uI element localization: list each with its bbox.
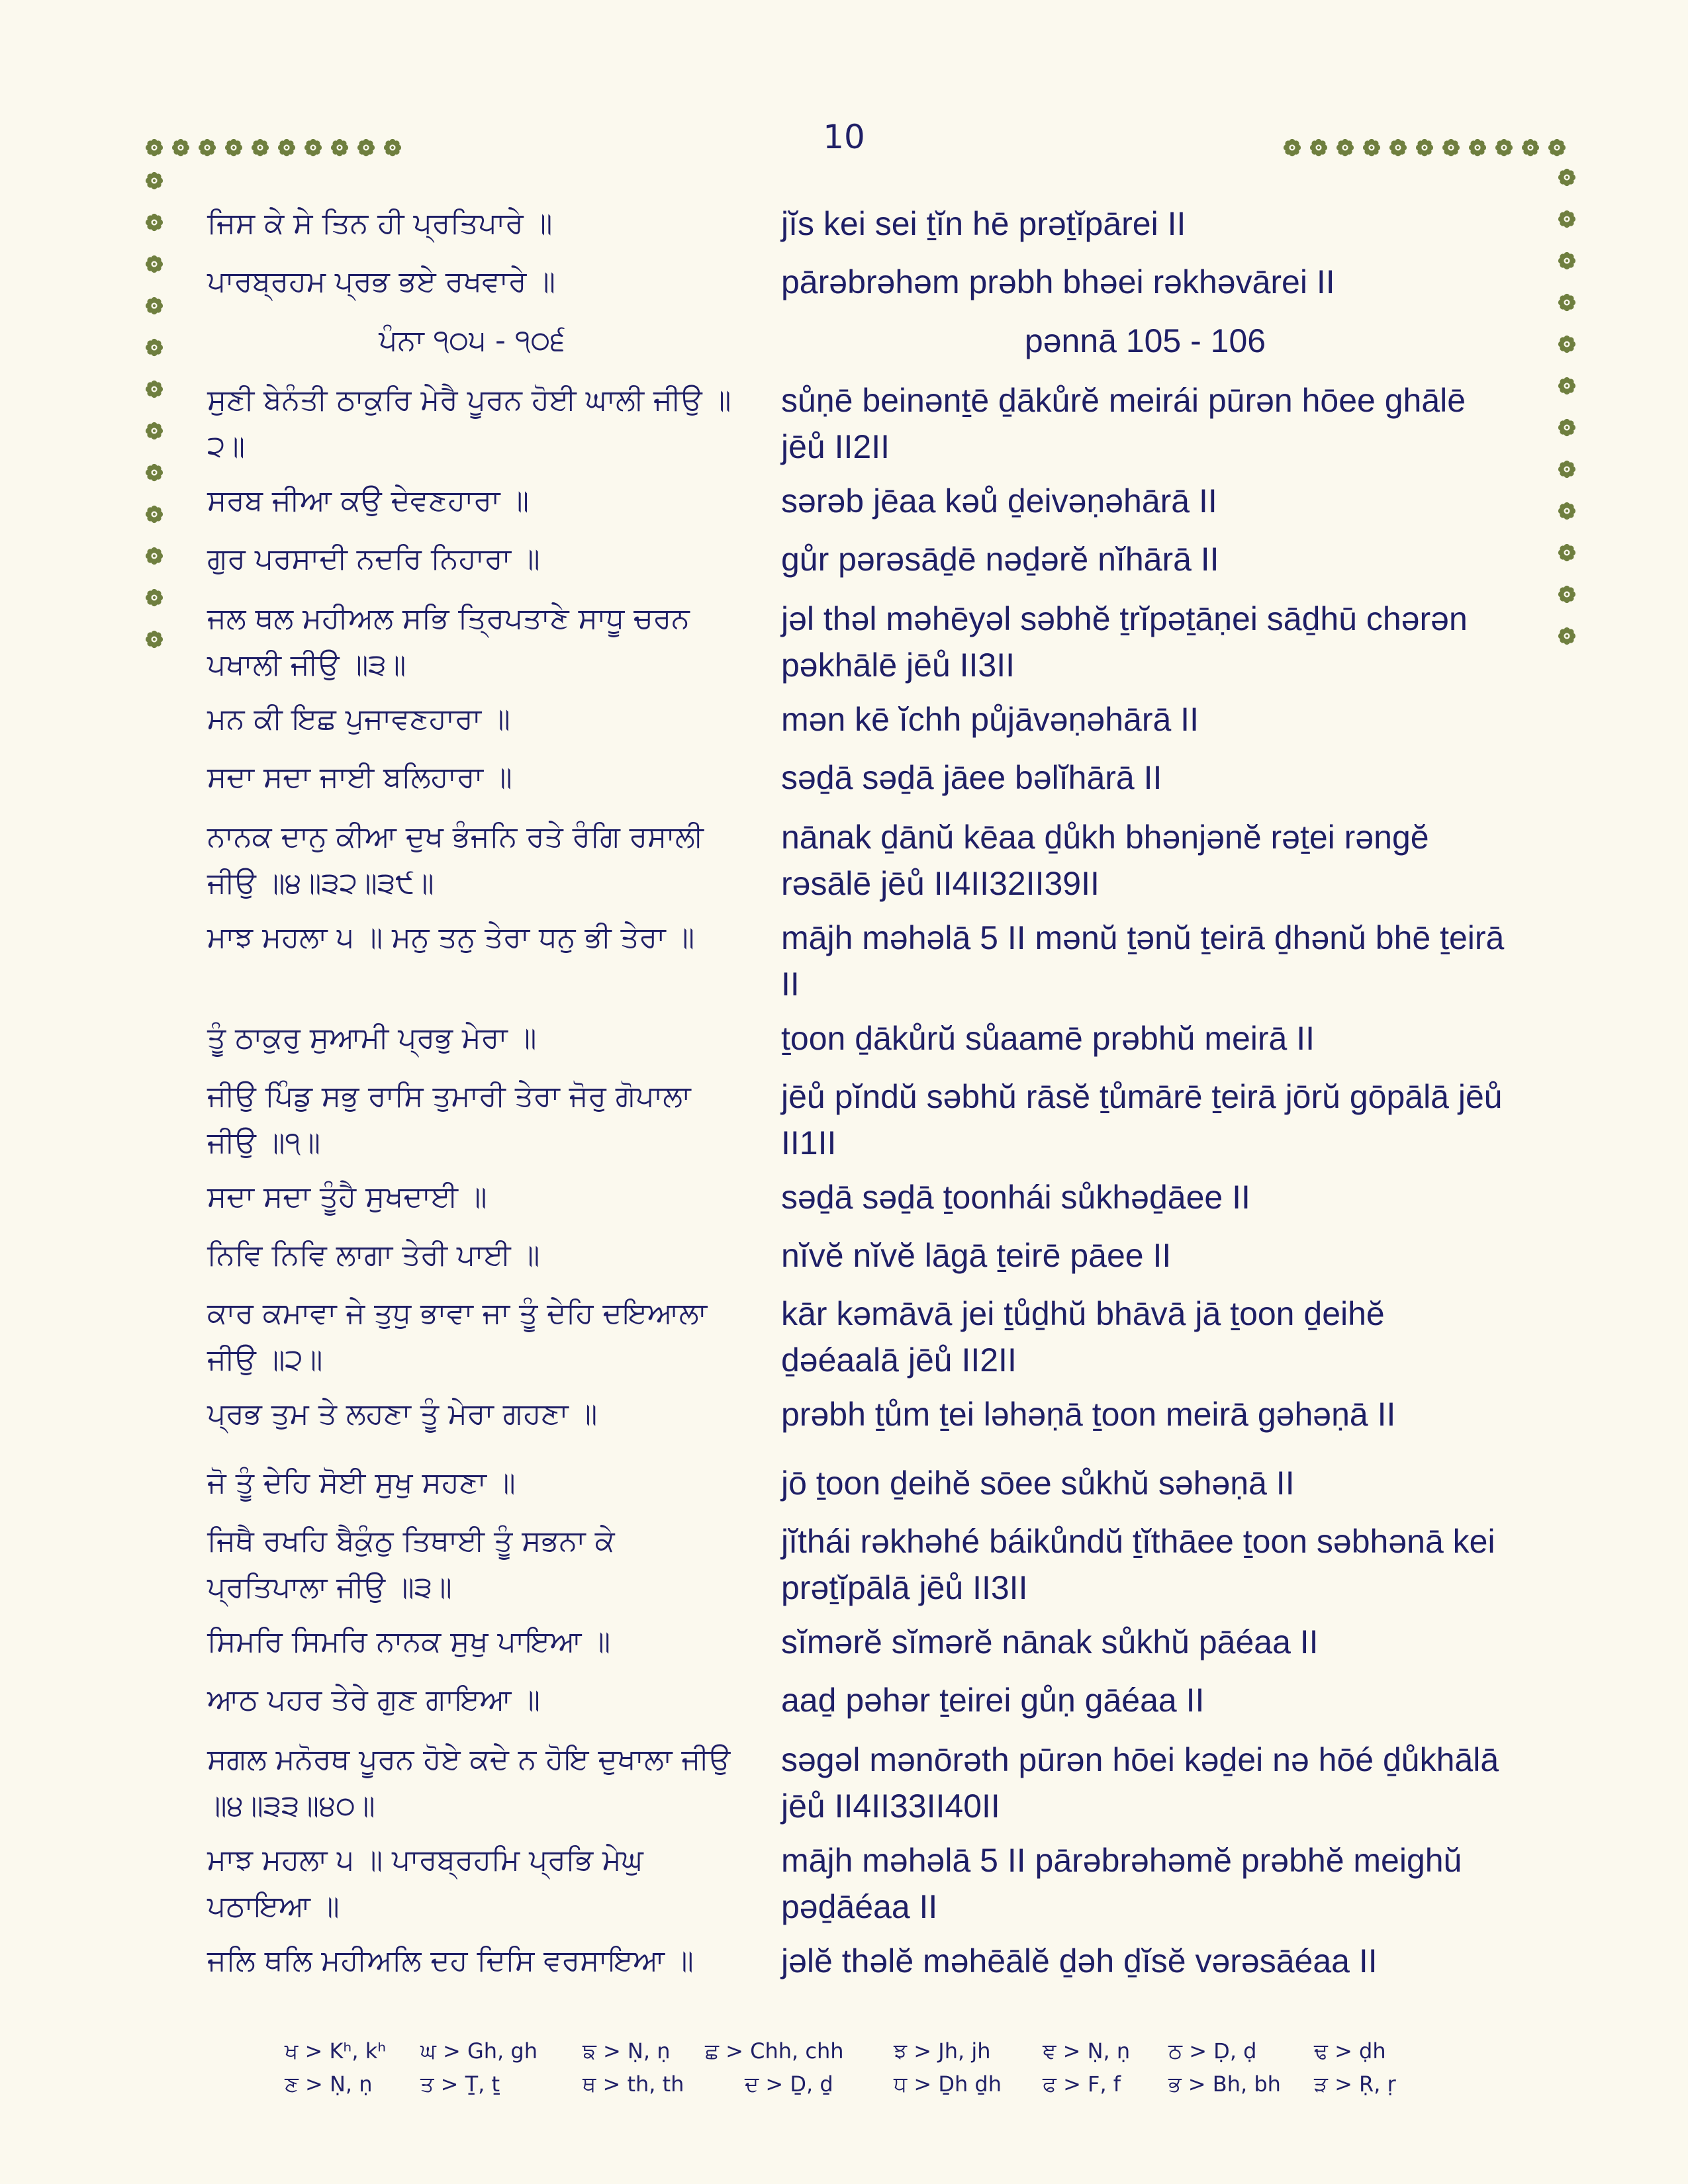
transliteration-line: mājh məhəlā 5 II mənŭ ṯənŭ ṯeirā ḏhənŭ bhē ṯeirā II bbox=[781, 919, 1505, 1003]
gurmukhi-line: ਜਿਥੈ ਰਖਹਿ ਬੈਕੁੰਠੁ ਤਿਥਾਈ ਤੂੰ ਸਭਨਾ ਕੇ ਪ੍ਰਤਿਪਾਲਾ ਜੀਉ ॥੩॥ bbox=[207, 1524, 615, 1604]
legend-entry: ੜ > Ṛ, ṛ bbox=[1314, 2071, 1396, 2097]
flower-ornament-icon bbox=[1557, 501, 1577, 521]
flower-ornament-icon bbox=[1557, 584, 1577, 604]
gurmukhi-line: ਸਦਾ ਸਦਾ ਜਾਈ ਬਲਿਹਾਰਾ ॥ bbox=[207, 760, 512, 794]
flower-ornament-icon bbox=[250, 138, 270, 158]
gurmukhi-line: ਤੂੰ ਠਾਕੁਰੁ ਸੁਆਮੀ ਪ੍ਰਭੁ ਮੇਰਾ ॥ bbox=[207, 1021, 537, 1055]
legend-entry: ਖ > Kʰ, kʰ bbox=[285, 2038, 387, 2064]
legend-entry: ਫ > F, f bbox=[1043, 2071, 1121, 2097]
flower-ornament-icon bbox=[144, 254, 164, 274]
transliteration-line: jēů pĭndŭ səbhŭ rāsĕ ṯůmārē ṯeirā jōrŭ gōpālā jēů II1II bbox=[781, 1078, 1503, 1161]
flower-ornament-icon bbox=[1557, 334, 1577, 354]
flower-ornament-icon bbox=[356, 138, 376, 158]
transliteration-line: mən kē ĭchh půjāvəṇəhārā II bbox=[781, 701, 1199, 738]
flower-ornament-icon bbox=[1441, 138, 1461, 158]
flower-ornament-icon bbox=[144, 463, 164, 482]
gurmukhi-line: ਪਾਰਬ੍ਰਹਮ ਪ੍ਰਭ ਭਏ ਰਖਵਾਰੇ ॥ bbox=[207, 265, 555, 298]
flower-ornament-icon bbox=[144, 504, 164, 524]
legend-entry: ਠ > Ḍ, ḍ bbox=[1168, 2038, 1257, 2064]
gurmukhi-line: ਪੰਨਾ ੧੦੫ - ੧੦੬ bbox=[379, 324, 565, 357]
legend-entry: ਦ > Ḏ, ḏ bbox=[745, 2071, 833, 2097]
gurmukhi-line: ਸਦਾ ਸਦਾ ਤੂੰਹੈ ਸੁਖਦਾਈ ॥ bbox=[207, 1180, 487, 1214]
gurmukhi-line: ਸਿਮਰਿ ਸਿਮਰਿ ਨਾਨਕ ਸੁਖੁ ਪਾਇਆ ॥ bbox=[207, 1625, 611, 1659]
flower-ornament-icon bbox=[1557, 167, 1577, 187]
transliteration-line: jĭthái rəkhəhé báikůndŭ ṯĭthāee ṯoon səbhənā kei prəṯĭpālā jēů II3II bbox=[781, 1523, 1495, 1606]
legend-entry: ਘ > Gh, gh bbox=[420, 2038, 538, 2064]
flower-ornament-icon bbox=[197, 138, 217, 158]
gurmukhi-line: ਮਨ ਕੀ ਇਛ ਪੁਜਾਵਣਹਾਰਾ ॥ bbox=[207, 702, 510, 736]
flower-ornament-icon bbox=[1309, 138, 1329, 158]
transliteration-line: nānak ḏānŭ kēaa ḏůkh bhənjənĕ rəṯei rəngĕ rəsālē jēů II4II32II39II bbox=[781, 819, 1429, 902]
transliteration-line: gůr pərəsāḏē nəḏərĕ nĭhārā II bbox=[781, 541, 1219, 578]
transliteration-line: aaḏ pəhər ṯeirei gůṇ gāéaa II bbox=[781, 1682, 1205, 1719]
flower-ornament-icon bbox=[1547, 138, 1567, 158]
gurmukhi-line: ਗੁਰ ਪਰਸਾਦੀ ਨਦਰਿ ਨਿਹਾਰਾ ॥ bbox=[207, 542, 540, 576]
transliteration-line: sərəb jēaa kəů ḏeivəṇəhārā II bbox=[781, 482, 1217, 520]
gurmukhi-line: ਸਗਲ ਮਨੋਰਥ ਪੂਰਨ ਹੋਏ ਕਦੇ ਨ ਹੋਇ ਦੁਖਾਲਾ ਜੀਉ ॥੪॥੩੩॥੪੦॥ bbox=[207, 1743, 731, 1823]
transliteration-line: sůṇē beinənṯē ḏākůrĕ meirái pūrən hōee ghālē jēů II2II bbox=[781, 382, 1466, 465]
flower-ornament-icon bbox=[144, 629, 164, 649]
flower-ornament-icon bbox=[144, 588, 164, 608]
transliteration-line: səḏā səḏā ṯoonhái sůkhəḏāee II bbox=[781, 1179, 1250, 1216]
flower-ornament-icon bbox=[1521, 138, 1540, 158]
transliteration-line: prəbh ṯům ṯei ləhəṇā ṯoon meirā gəhəṇā II bbox=[781, 1396, 1396, 1433]
gurmukhi-line: ਨਿਵਿ ਨਿਵਿ ਲਾਗਾ ਤੇਰੀ ਪਾਈ ॥ bbox=[207, 1238, 540, 1272]
legend-entry: ਢ > ḍh bbox=[1314, 2038, 1386, 2064]
flower-ornament-icon bbox=[1415, 138, 1434, 158]
transliteration-line: nĭvĕ nĭvĕ lāgā ṯeirē pāee II bbox=[781, 1237, 1172, 1274]
flower-ornament-icon bbox=[1557, 459, 1577, 479]
flower-ornament-icon bbox=[1557, 209, 1577, 229]
gurmukhi-line: ਜੀਉ ਪਿੰਡੁ ਸਭੁ ਰਾਸਿ ਤੁਮਾਰੀ ਤੇਰਾ ਜੋਰੁ ਗੋਪਾਲਾ ਜੀਉ ॥੧॥ bbox=[207, 1079, 691, 1160]
transliteration-line: jəlĕ thəlĕ məhēālĕ ḏəh ḏĭsĕ vərəsāéaa II bbox=[781, 1942, 1378, 1979]
flower-ornament-icon bbox=[330, 138, 350, 158]
flower-ornament-icon bbox=[1335, 138, 1355, 158]
legend-entry: ਞ > Ṇ, ṇ bbox=[1043, 2038, 1131, 2064]
flower-ornament-icon bbox=[1557, 376, 1577, 396]
flower-ornament-icon bbox=[1388, 138, 1408, 158]
transliteration-line: pārəbrəhəm prəbh bhəei rəkhəvārei II bbox=[781, 263, 1335, 300]
gurmukhi-line: ਸੁਣੀ ਬੇਨੰਤੀ ਠਾਕੁਰਿ ਮੇਰੈ ਪੂਰਨ ਹੋਈ ਘਾਲੀ ਜੀਉ ॥੨॥ bbox=[207, 383, 731, 463]
flower-ornament-icon bbox=[1557, 543, 1577, 563]
flower-ornament-icon bbox=[144, 138, 164, 158]
flower-ornament-icon bbox=[1557, 251, 1577, 271]
legend-entry: ਥ > th, th bbox=[583, 2071, 684, 2097]
transliteration-line: səgəl mənōrəth pūrən hōei kəḏei nə hōé ḏůkhālā jēů II4II33II40II bbox=[781, 1741, 1499, 1825]
transliteration-line: jəl thəl məhēyəl səbhĕ ṯrĭpəṯāṇei sāḏhū chərən pəkhālē jēů II3II bbox=[781, 600, 1468, 684]
transliteration-line: pənnā 105 - 106 bbox=[1024, 322, 1266, 359]
flower-ornament-icon bbox=[1468, 138, 1487, 158]
legend-entry: ਧ > Ḏh ḏh bbox=[894, 2071, 1002, 2097]
gurmukhi-line: ਜਲਿ ਥਲਿ ਮਹੀਅਲਿ ਦਹ ਦਿਸਿ ਵਰਸਾਇਆ ॥ bbox=[207, 1944, 694, 1978]
flower-ornament-icon bbox=[1494, 138, 1514, 158]
gurmukhi-line: ਸਰਬ ਜੀਆ ਕਉ ਦੇਵਣਹਾਰਾ ॥ bbox=[207, 484, 530, 518]
legend-entry: ਙ > Ṇ, ṇ bbox=[583, 2038, 671, 2064]
legend-entry: ਣ > Ṇ, ṇ bbox=[285, 2071, 373, 2097]
flower-ornament-icon bbox=[144, 212, 164, 232]
flower-ornament-icon bbox=[224, 138, 244, 158]
transliteration-line: mājh məhəlā 5 II pārəbrəhəmĕ prəbhĕ meighŭ pəḏāéaa II bbox=[781, 1842, 1462, 1925]
flower-ornament-icon bbox=[383, 138, 402, 158]
flower-ornament-icon bbox=[144, 171, 164, 191]
flower-ornament-icon bbox=[171, 138, 191, 158]
gurmukhi-line: ਜਲ ਥਲ ਮਹੀਅਲ ਸਭਿ ਤ੍ਰਿਪਤਾਣੇ ਸਾਧੂ ਚਰਨ ਪਖਾਲੀ ਜੀਉ ॥੩॥ bbox=[207, 602, 690, 682]
flower-ornament-icon bbox=[277, 138, 297, 158]
transliteration-line: jĭs kei sei ṯĭn hē prəṯĭpārei II bbox=[781, 205, 1186, 242]
flower-ornament-icon bbox=[1362, 138, 1382, 158]
legend-entry: ਤ > Ṯ, ṯ bbox=[420, 2071, 500, 2097]
flower-ornament-icon bbox=[144, 421, 164, 441]
transliteration-line: səḏā səḏā jāee bəlĭhārā II bbox=[781, 759, 1162, 796]
legend-entry: ਭ > Bh, bh bbox=[1168, 2071, 1281, 2097]
transliteration-line: jō ṯoon ḏeihĕ sōee sůkhŭ səhəṇā II bbox=[781, 1465, 1295, 1502]
transliteration-line: ṯoon ḏākůrŭ sůaamē prəbhŭ meirā II bbox=[781, 1020, 1315, 1057]
gurmukhi-line: ਨਾਨਕ ਦਾਨੁ ਕੀਆ ਦੁਖ ਭੰਜਨਿ ਰਤੇ ਰੰਗਿ ਰਸਾਲੀ ਜੀਉ ॥੪॥੩੨॥੩੯॥ bbox=[207, 820, 704, 900]
flower-ornament-icon bbox=[1557, 626, 1577, 646]
legend-entry: ਛ > Chh, chh bbox=[705, 2038, 844, 2064]
transliteration-line: sĭmərĕ sĭmərĕ nānak sůkhŭ pāéaa II bbox=[781, 1623, 1319, 1661]
gurmukhi-line: ਜੋ ਤੂੰ ਦੇਹਿ ਸੋਈ ਸੁਖੁ ਸਹਣਾ ॥ bbox=[207, 1466, 516, 1500]
gurmukhi-line: ਆਠ ਪਹਰ ਤੇਰੇ ਗੁਣ ਗਾਇਆ ॥ bbox=[207, 1683, 541, 1717]
flower-ornament-icon bbox=[1557, 418, 1577, 437]
flower-ornament-icon bbox=[1282, 138, 1302, 158]
flower-ornament-icon bbox=[144, 338, 164, 357]
gurmukhi-line: ਜਿਸ ਕੇ ਸੇ ਤਿਨ ਹੀ ਪ੍ਰਤਿਪਾਰੇ ॥ bbox=[207, 206, 553, 240]
flower-ornament-icon bbox=[1557, 293, 1577, 312]
gurmukhi-line: ਪ੍ਰਭ ਤੁਮ ਤੇ ਲਹਣਾ ਤੂੰ ਮੇਰਾ ਗਹਣਾ ॥ bbox=[207, 1397, 598, 1431]
flower-ornament-icon bbox=[144, 296, 164, 316]
page-number: 10 bbox=[823, 118, 865, 156]
gurmukhi-line: ਮਾਝ ਮਹਲਾ ੫ ॥ ਮਨੁ ਤਨੁ ਤੇਰਾ ਧਨੁ ਭੀ ਤੇਰਾ ॥ bbox=[207, 921, 695, 954]
gurmukhi-line: ਮਾਝ ਮਹਲਾ ੫ ॥ ਪਾਰਬ੍ਰਹਮਿ ਪ੍ਰਭਿ ਮੇਘੁ ਪਠਾਇਆ ॥ bbox=[207, 1843, 643, 1923]
flower-ornament-icon bbox=[144, 546, 164, 566]
flower-ornament-icon bbox=[303, 138, 323, 158]
legend-entry: ਝ > Jh, jh bbox=[894, 2038, 991, 2064]
transliteration-line: kār kəmāvā jei ṯůḏhŭ bhāvā jā ṯoon ḏeihĕ ḏəéaalā jēů II2II bbox=[781, 1295, 1385, 1379]
flower-ornament-icon bbox=[144, 379, 164, 399]
gurmukhi-line: ਕਾਰ ਕਮਾਵਾ ਜੇ ਤੁਧੁ ਭਾਵਾ ਜਾ ਤੂੰ ਦੇਹਿ ਦਇਆਲਾ ਜੀਉ ॥੨॥ bbox=[207, 1297, 708, 1377]
